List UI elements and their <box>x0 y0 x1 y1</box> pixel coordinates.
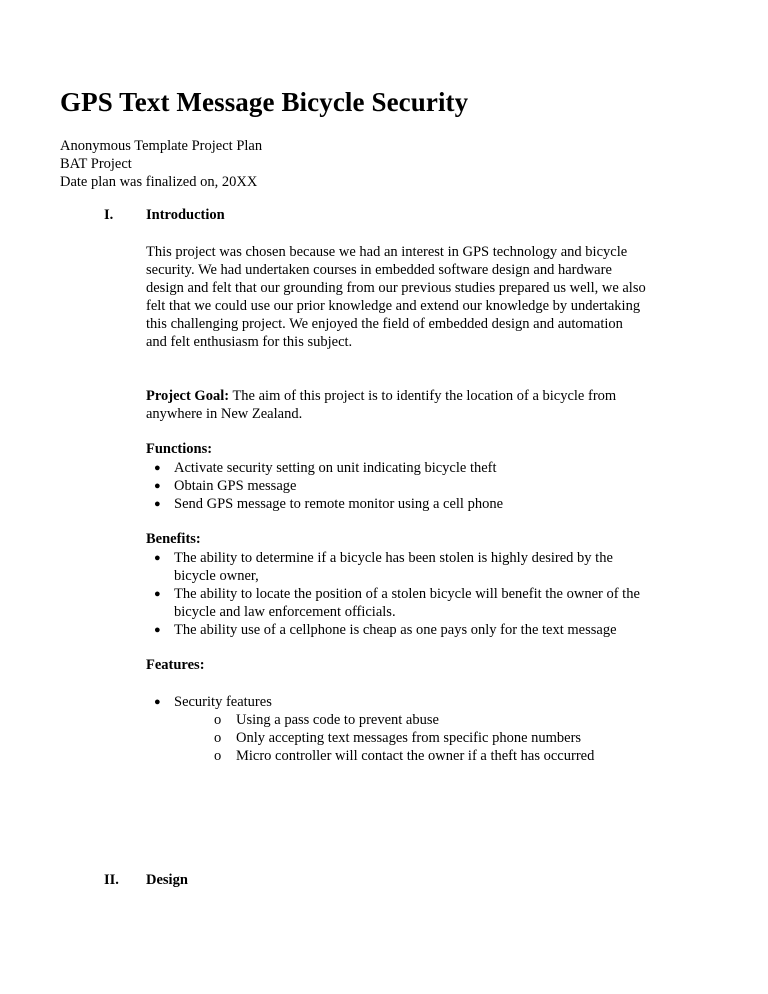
list-item: o Using a pass code to prevent abuse <box>214 712 439 728</box>
functions-label: Functions: <box>146 441 213 457</box>
project-goal-label: Project Goal: <box>146 388 230 404</box>
bullet-icon: ● <box>154 552 161 564</box>
list-item: o Only accepting text messages from specific phone numbers <box>214 730 582 746</box>
section-1-heading: Introduction <box>146 207 225 223</box>
bullet-icon: ● <box>154 588 161 600</box>
sub-bullet-icon: o <box>214 748 222 764</box>
bullet-icon: ● <box>154 696 161 708</box>
intro-paragraph: This project was chosen because we had an interest in GPS technology and bicycle security. We had undertaken courses in embedded software design and hardware design and felt that our grounding from our previous studies prepared us well, we also felt that we could use our prior knowledge and extend our knowledge by undertaking this challenging project. We enjoyed the field of embedded design and automation and felt enthusiasm for this subject. <box>146 244 646 350</box>
list-item: ● Obtain GPS message <box>154 478 297 494</box>
meta-project: BAT Project <box>60 156 132 172</box>
benefits-list <box>146 549 656 639</box>
features-label: Features: <box>146 657 205 673</box>
features-sublist <box>146 711 676 765</box>
project-goal-text: The aim of this project is to identify the location of a bicycle from anywhere in New Zealand. <box>146 388 617 422</box>
meta-template: Anonymous Template Project Plan <box>60 138 263 154</box>
list-item: ● The ability use of a cellphone is cheap as one pays only for the text message <box>154 622 617 638</box>
sub-bullet-icon: o <box>214 712 222 728</box>
bullet-icon: ● <box>154 480 161 492</box>
bullet-icon: ● <box>154 624 161 636</box>
benefits-label: Benefits: <box>146 531 201 547</box>
list-item: ● Activate security setting on unit indicating bicycle theft <box>154 460 497 476</box>
bullet-icon: ● <box>154 462 161 474</box>
document-title: GPS Text Message Bicycle Security <box>60 87 469 117</box>
functions-list <box>146 459 676 513</box>
project-goal <box>146 387 646 423</box>
list-item: ● Security features <box>154 694 272 710</box>
bullet-icon: ● <box>154 498 161 510</box>
section-2-heading: Design <box>146 872 188 888</box>
features-list <box>146 693 676 711</box>
section-2-numeral: II. <box>104 872 119 888</box>
list-item: ● The ability to determine if a bicycle has been stolen is highly desired by the bicycle owner, <box>154 550 613 584</box>
list-item: ● Send GPS message to remote monitor using a cell phone <box>154 496 504 512</box>
list-item: ● The ability to locate the position of a stolen bicycle will benefit the owner of the bicycle and law enforcement officials. <box>154 586 640 620</box>
sub-bullet-icon: o <box>214 730 222 746</box>
section-1-numeral: I. <box>104 207 114 223</box>
meta-date: Date plan was finalized on, 20XX <box>60 174 258 190</box>
list-item: o Micro controller will contact the owner if a theft has occurred <box>214 748 595 764</box>
